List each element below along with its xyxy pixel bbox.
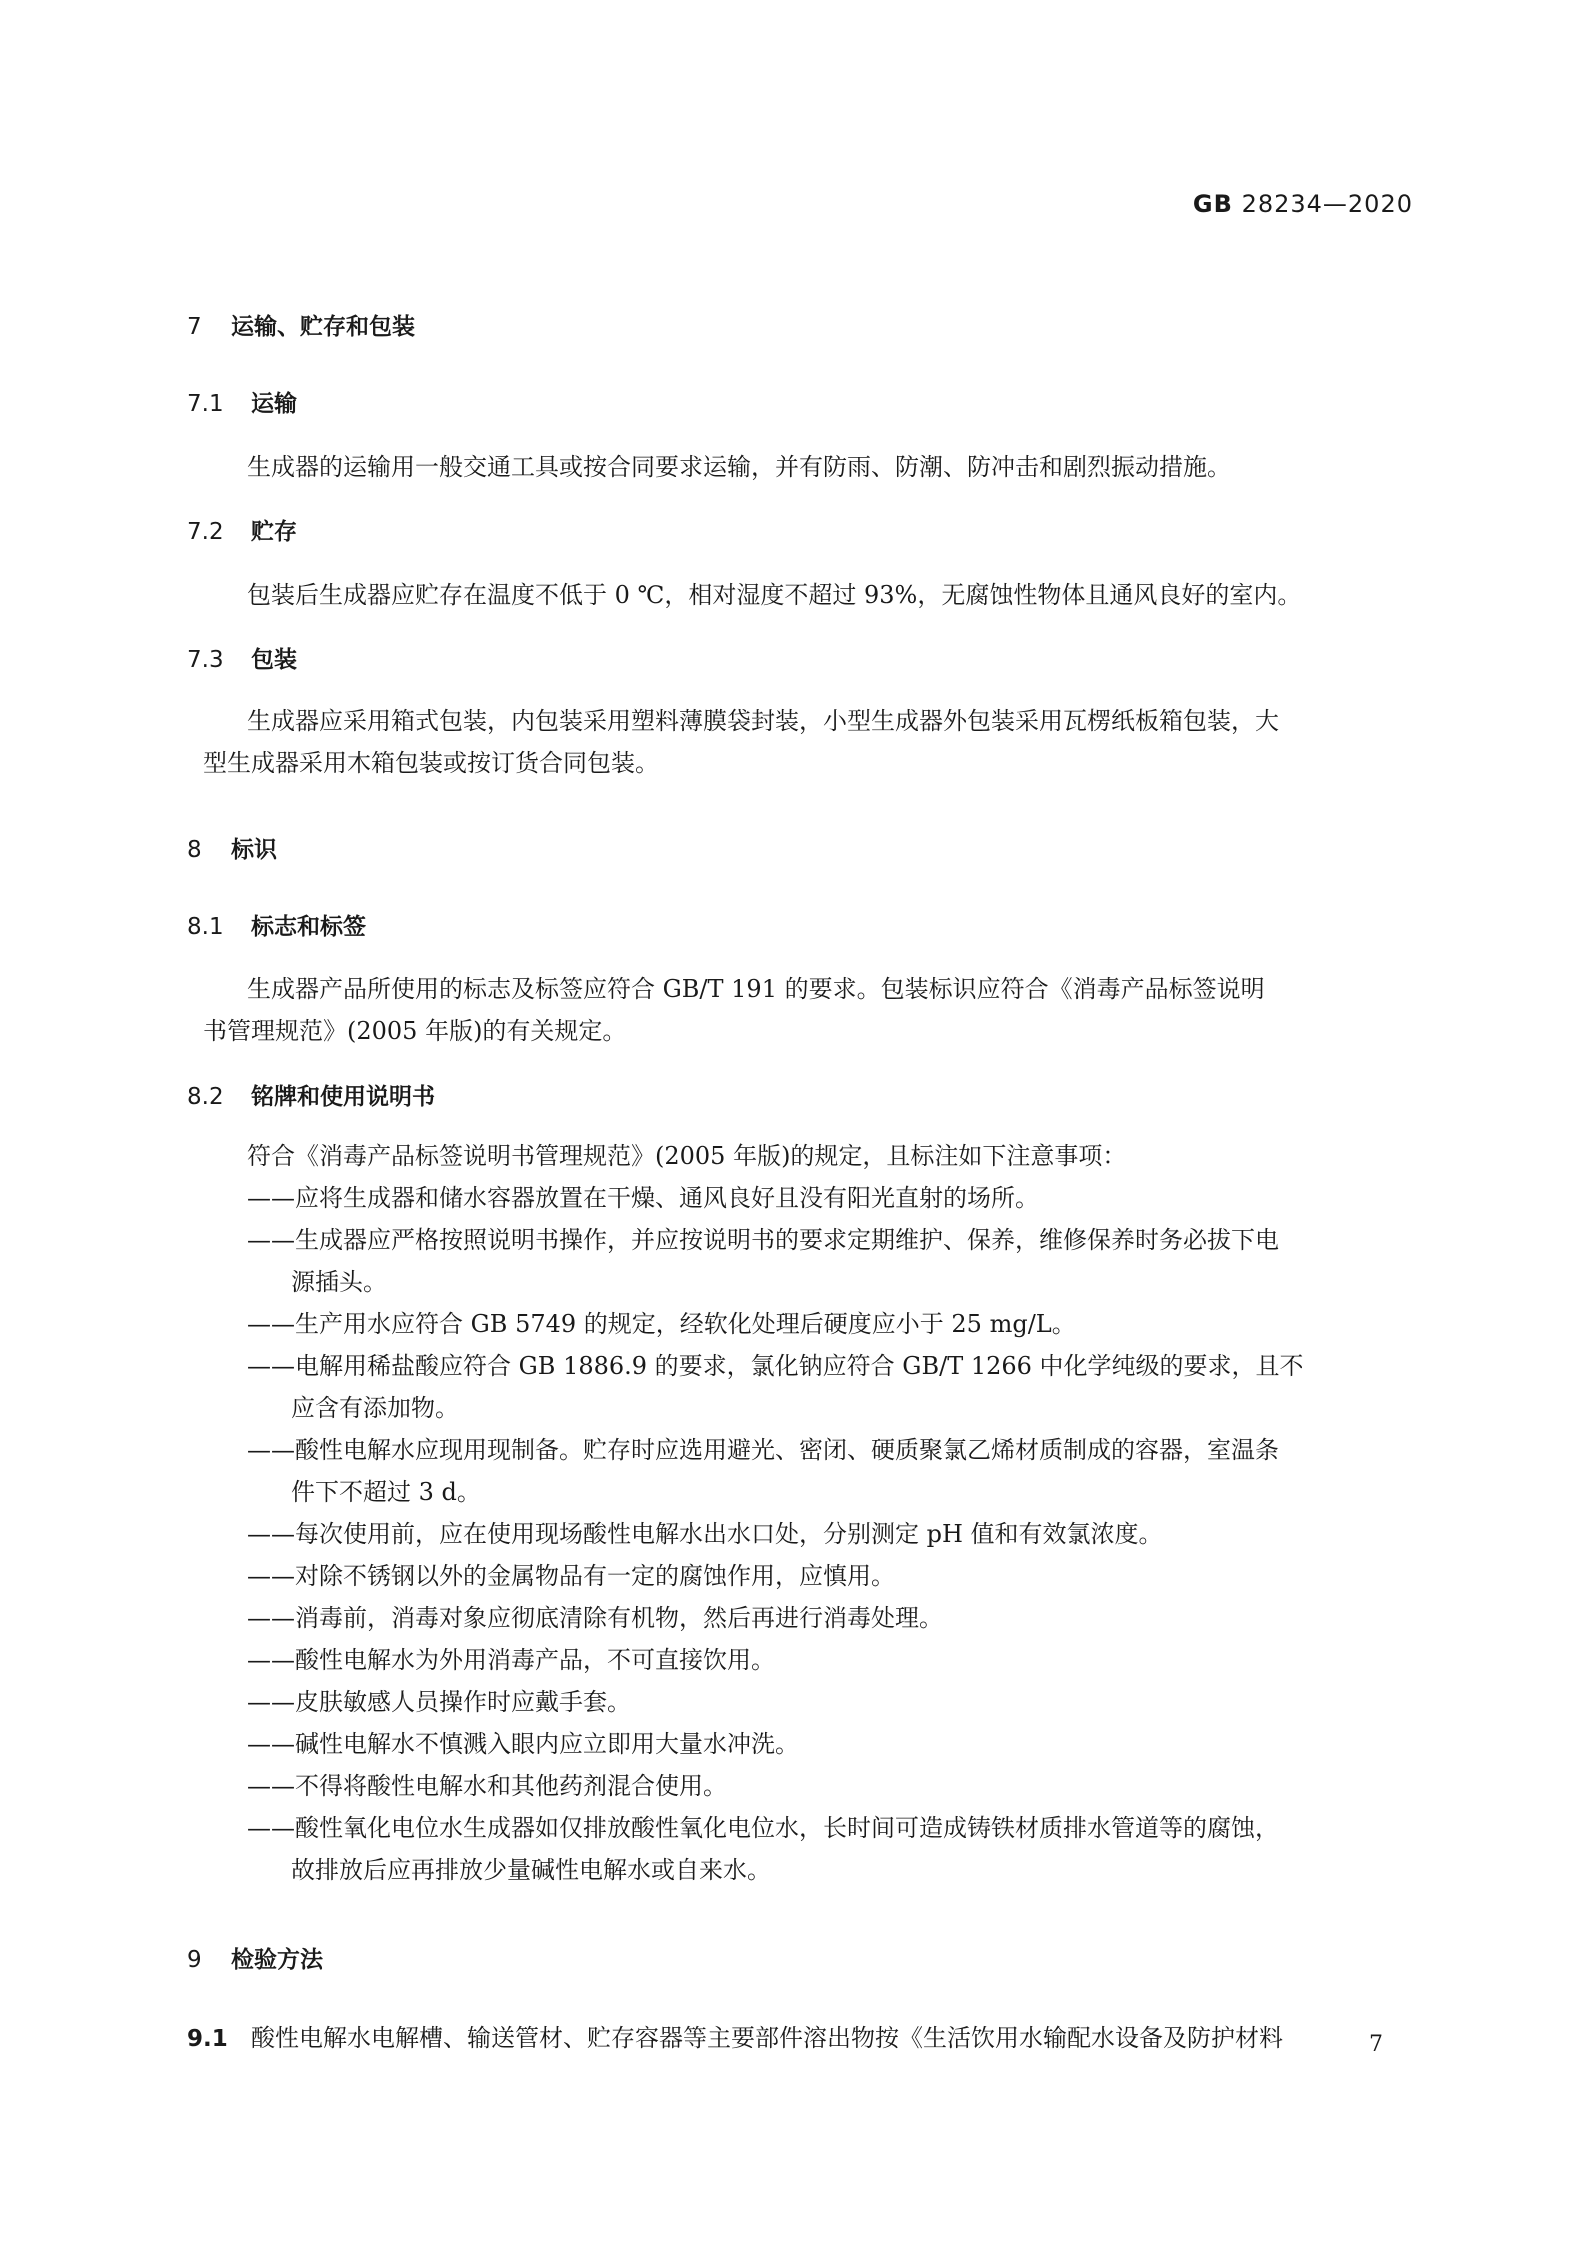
- section-title: 检验方法: [231, 1947, 323, 1973]
- section-number: 9: [187, 1947, 202, 1973]
- section-8-2-intro: 符合《消毒产品标签说明书管理规范》(2005 年版)的规定，且标注如下注意事项：: [247, 1142, 1127, 1170]
- section-8-heading: [187, 831, 277, 864]
- section-number: 8.1: [187, 914, 224, 940]
- page-number: 7: [1369, 2032, 1383, 2057]
- section-title: 贮存: [251, 519, 297, 545]
- section-8-1-text-line2: 书管理规范》(2005 年版)的有关规定。: [203, 1017, 627, 1045]
- section-number: 8.2: [187, 1084, 224, 1110]
- section-9-1-line: [187, 2018, 1283, 2053]
- section-8-1-heading: [187, 908, 366, 941]
- list-item: ——酸性氧化电位水生成器如仅排放酸性氧化电位水，长时间可造成铸铁材质排水管道等的腐蚀，: [247, 1814, 1279, 1842]
- section-9-heading: [187, 1941, 323, 1974]
- section-number: 7: [187, 314, 202, 340]
- section-7-1-heading: [187, 385, 297, 418]
- list-item: ——皮肤敏感人员操作时应戴手套。: [247, 1688, 631, 1716]
- section-9-1-text: 酸性电解水电解槽、输送管材、贮存容器等主要部件溶出物按《生活饮用水输配水设备及防护材料: [251, 2024, 1283, 2052]
- section-7-heading: [187, 308, 415, 341]
- section-8-2-heading: [187, 1078, 435, 1111]
- section-number: 8: [187, 837, 202, 863]
- list-item-continuation: 件下不超过 3 d。: [291, 1478, 481, 1506]
- section-title: 铭牌和使用说明书: [251, 1084, 435, 1110]
- list-item: ——酸性电解水应现用现制备。贮存时应选用避光、密闭、硬质聚氯乙烯材质制成的容器，室温条: [247, 1436, 1279, 1464]
- list-item: ——酸性电解水为外用消毒产品，不可直接饮用。: [247, 1646, 775, 1674]
- section-7-2-heading: [187, 513, 297, 546]
- list-item: ——生成器应严格按照说明书操作，并应按说明书的要求定期维护、保养，维修保养时务必拔下电: [247, 1226, 1279, 1254]
- section-title: 标志和标签: [251, 914, 366, 940]
- section-7-3-heading: [187, 641, 297, 674]
- std-prefix: GB: [1192, 190, 1233, 218]
- section-7-1-text: 生成器的运输用一般交通工具或按合同要求运输，并有防雨、防潮、防冲击和剧烈振动措施。: [247, 453, 1231, 481]
- section-number: 9.1: [187, 2026, 228, 2052]
- list-item-continuation: 应含有添加物。: [291, 1394, 459, 1422]
- standard-number: [1193, 190, 1413, 218]
- section-number: 7.3: [187, 647, 224, 673]
- section-number: 7.2: [187, 519, 224, 545]
- list-item: ——应将生成器和储水容器放置在干燥、通风良好且没有阳光直射的场所。: [247, 1184, 1039, 1212]
- list-item-continuation: 源插头。: [291, 1268, 387, 1296]
- list-item: ——每次使用前，应在使用现场酸性电解水出水口处，分别测定 pH 值和有效氯浓度。: [247, 1520, 1163, 1548]
- std-code: 28234—2020: [1241, 190, 1413, 218]
- section-title: 包装: [251, 647, 297, 673]
- section-8-1-text-line1: 生成器产品所使用的标志及标签应符合 GB/T 191 的要求。包装标识应符合《消毒产品标签说明: [247, 975, 1265, 1003]
- section-7-3-text-line2: 型生成器采用木箱包装或按订货合同包装。: [203, 749, 659, 777]
- section-title: 标识: [231, 837, 277, 863]
- list-item: ——碱性电解水不慎溅入眼内应立即用大量水冲洗。: [247, 1730, 799, 1758]
- section-7-2-text: 包装后生成器应贮存在温度不低于 0 ℃，相对湿度不超过 93%，无腐蚀性物体且通风良好的室内。: [247, 581, 1302, 609]
- list-item: ——消毒前，消毒对象应彻底清除有机物，然后再进行消毒处理。: [247, 1604, 943, 1632]
- list-item-continuation: 故排放后应再排放少量碱性电解水或自来水。: [291, 1856, 771, 1884]
- list-item: ——不得将酸性电解水和其他药剂混合使用。: [247, 1772, 727, 1800]
- list-item: ——生产用水应符合 GB 5749 的规定，经软化处理后硬度应小于 25 mg/L。: [247, 1310, 1076, 1338]
- list-item: ——对除不锈钢以外的金属物品有一定的腐蚀作用，应慎用。: [247, 1562, 895, 1590]
- section-number: 7.1: [187, 391, 224, 417]
- list-item: ——电解用稀盐酸应符合 GB 1886.9 的要求，氯化钠应符合 GB/T 1266 中化学纯级的要求，且不: [247, 1352, 1304, 1380]
- section-title: 运输: [251, 391, 297, 417]
- section-7-3-text-line1: 生成器应采用箱式包装，内包装采用塑料薄膜袋封装，小型生成器外包装采用瓦楞纸板箱包装，大: [247, 707, 1279, 735]
- section-title: 运输、贮存和包装: [231, 314, 415, 340]
